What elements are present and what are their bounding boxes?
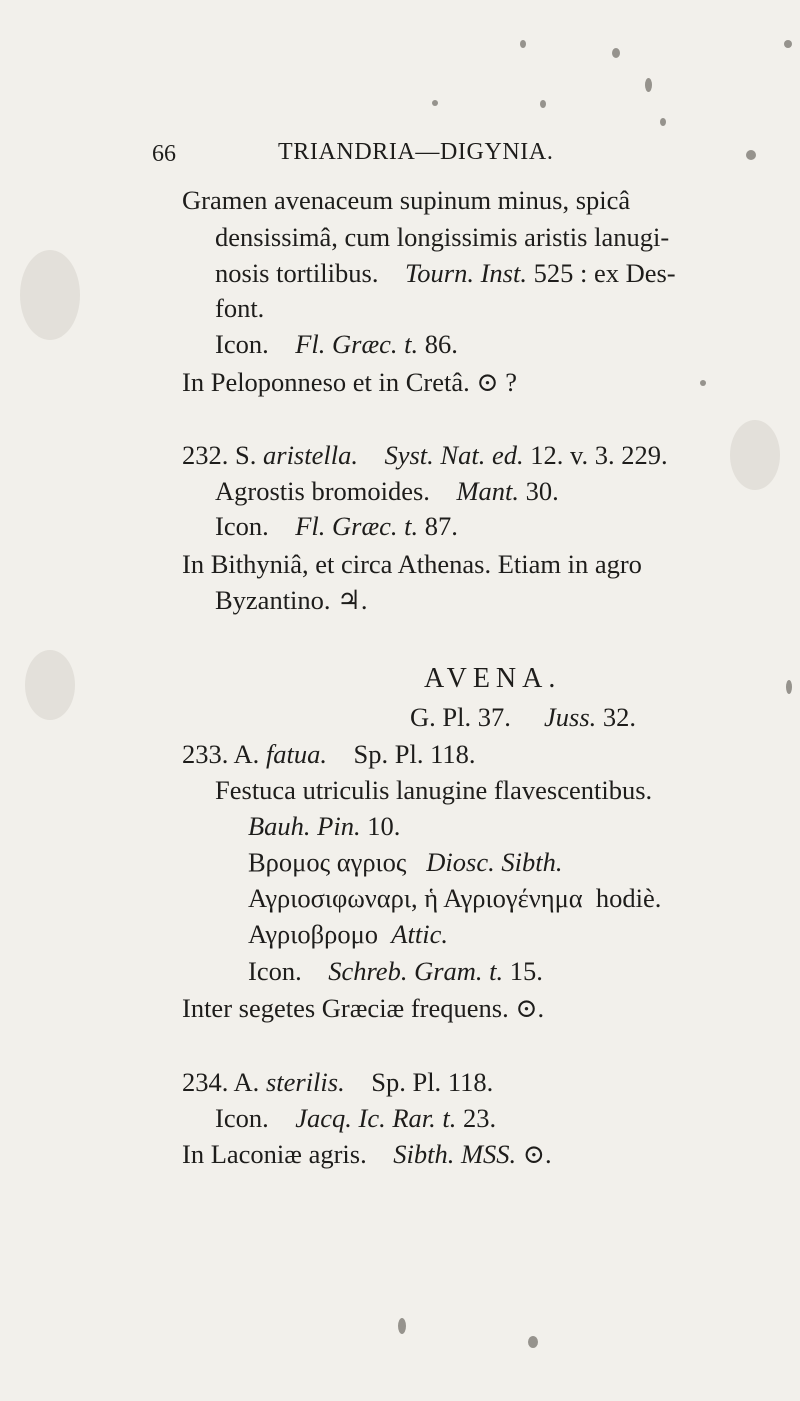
entry-232-synonym: Agrostis bromoides. Mant. 30.	[215, 476, 559, 506]
entry-gramen-line2: densissimâ, cum longissimis aristis lanugi-	[215, 222, 670, 252]
paper-speck	[540, 100, 546, 108]
entry-gramen-habitat: In Peloponneso et in Cretâ. ⊙ ?	[182, 367, 517, 397]
entry-gramen-icon: Icon. Fl. Græc. t. 86.	[215, 329, 458, 359]
entry-234-icon: Icon. Jacq. Ic. Rar. t. 23.	[215, 1103, 497, 1133]
paper-speck	[398, 1318, 406, 1334]
paper-speck	[432, 100, 438, 106]
entry-232-icon: Icon. Fl. Græc. t. 87.	[215, 511, 458, 541]
entry-233-greek-1: Βρομος αγριος Diosc. Sibth.	[248, 847, 563, 877]
entry-232-habitat-1: In Bithyniâ, et circa Athenas. Etiam in agro	[182, 549, 642, 579]
page-number: 66	[152, 141, 176, 167]
entry-gramen-line1: Gramen avenaceum supinum minus, spicâ	[182, 185, 631, 215]
entry-233-description: Festuca utriculis lanugine flavescentibus.	[215, 775, 653, 805]
entry-233-icon: Icon. Schreb. Gram. t. 15.	[248, 956, 543, 986]
paper-smudge	[25, 650, 75, 720]
entry-232-habitat-2: Byzantino. ♃.	[215, 585, 368, 615]
paper-speck	[528, 1336, 538, 1348]
paper-speck	[784, 40, 792, 48]
paper-speck	[612, 48, 620, 58]
paper-speck	[645, 78, 652, 92]
paper-speck	[700, 380, 706, 386]
entry-gramen-line4: font.	[215, 293, 265, 323]
genus-heading-avena: AVENA.	[424, 663, 562, 694]
entry-233-greek-2: Αγριοσιφωναρι, ἡ Αγριογένημα hodiè.	[248, 883, 662, 913]
entry-gramen-line3: nosis tortilibus. Tourn. Inst. 525 : ex Des-	[215, 258, 676, 288]
paper-speck	[660, 118, 666, 126]
paper-smudge	[20, 250, 80, 340]
avena-references: G. Pl. 37. Juss. 32.	[410, 702, 637, 732]
paper-speck	[786, 680, 792, 694]
paper-smudge	[730, 420, 780, 490]
entry-234-heading: 234. A. sterilis. Sp. Pl. 118.	[182, 1067, 494, 1097]
entry-232-heading: 232. S. aristella. Syst. Nat. ed. 12. v. 3. 229.	[182, 440, 668, 470]
entry-233-bauhin: Bauh. Pin. 10.	[248, 811, 401, 841]
entry-233-heading: 233. A. fatua. Sp. Pl. 118.	[182, 739, 476, 769]
running-title: TRIANDRIA—DIGYNIA.	[278, 139, 554, 165]
paper-speck	[520, 40, 526, 48]
entry-233-greek-3: Αγριοβρομο Attic.	[248, 919, 448, 949]
entry-234-habitat: In Laconiæ agris. Sibth. MSS. ⊙.	[182, 1139, 552, 1169]
paper-speck	[746, 150, 756, 160]
entry-233-habitat: Inter segetes Græciæ frequens. ⊙.	[182, 993, 545, 1023]
